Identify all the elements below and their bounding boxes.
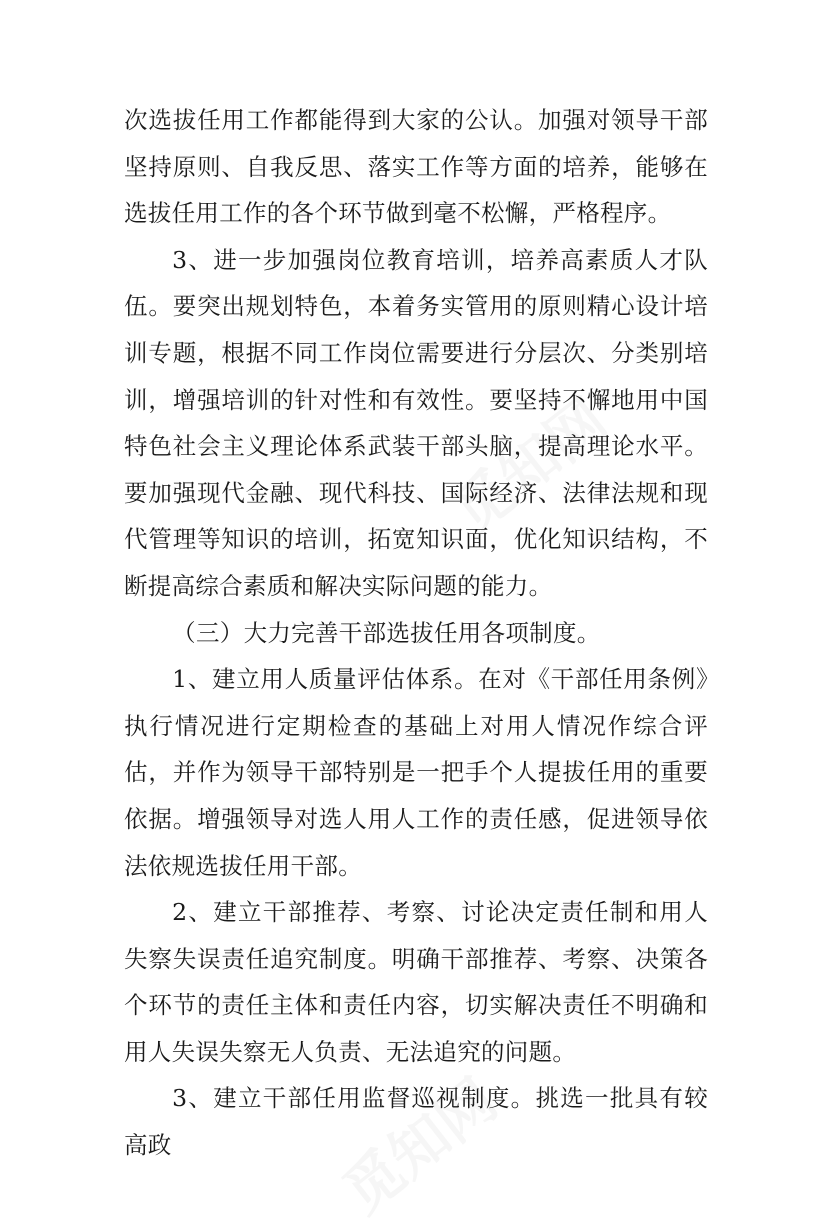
section-heading: （三）大力完善干部选拔任用各项制度。 [172,618,601,647]
paragraph-assessment: 1、建立用人质量评估体系。在对《干部任用条例》执行情况进行定期检查的基础上对用人情况作综合评估，并作为领导干部特别是一把手个人提拔任用的重要依据。增强领导对选人用人工作的责任感，促进领导依法依规选拔任用干部。 [124,665,708,880]
paragraph-training: 3、进一步加强岗位教育培训，培养高素质人才队伍。要突出规划特色，本着务实管用的原则精心设计培训专题，根据不同工作岗位需要进行分层次、分类别培训，增强培训的针对性和有效性。要坚持不懈地用中国特色社会主义理论体系武装干部头脑，提高理论水平。要加强现代金融、现代科技、国际经济、法律法规和现代管理等知识的培训，拓宽知识面，优化知识结构，不断提高综合素质和解决实际问题的能力。 [124,245,708,600]
paragraph-inspection: 3、建立干部任用监督巡视制度。挑选一批具有较高政 [124,1084,708,1160]
paragraph-continuation: 次选拔任用工作都能得到大家的公认。加强对领导干部坚持原则、自我反思、落实工作等方面的培养，能够在选拔任用工作的各个环节做到毫不松懈，严格程序。 [124,106,708,228]
paragraph-accountability: 2、建立干部推荐、考察、讨论决定责任制和用人失察失误责任追究制度。明确干部推荐、考察、决策各个环节的责任主体和责任内容，切实解决责任不明确和用人失误失察无人负责、无法追究的问题。 [124,898,708,1066]
document-body [124,97,708,1169]
